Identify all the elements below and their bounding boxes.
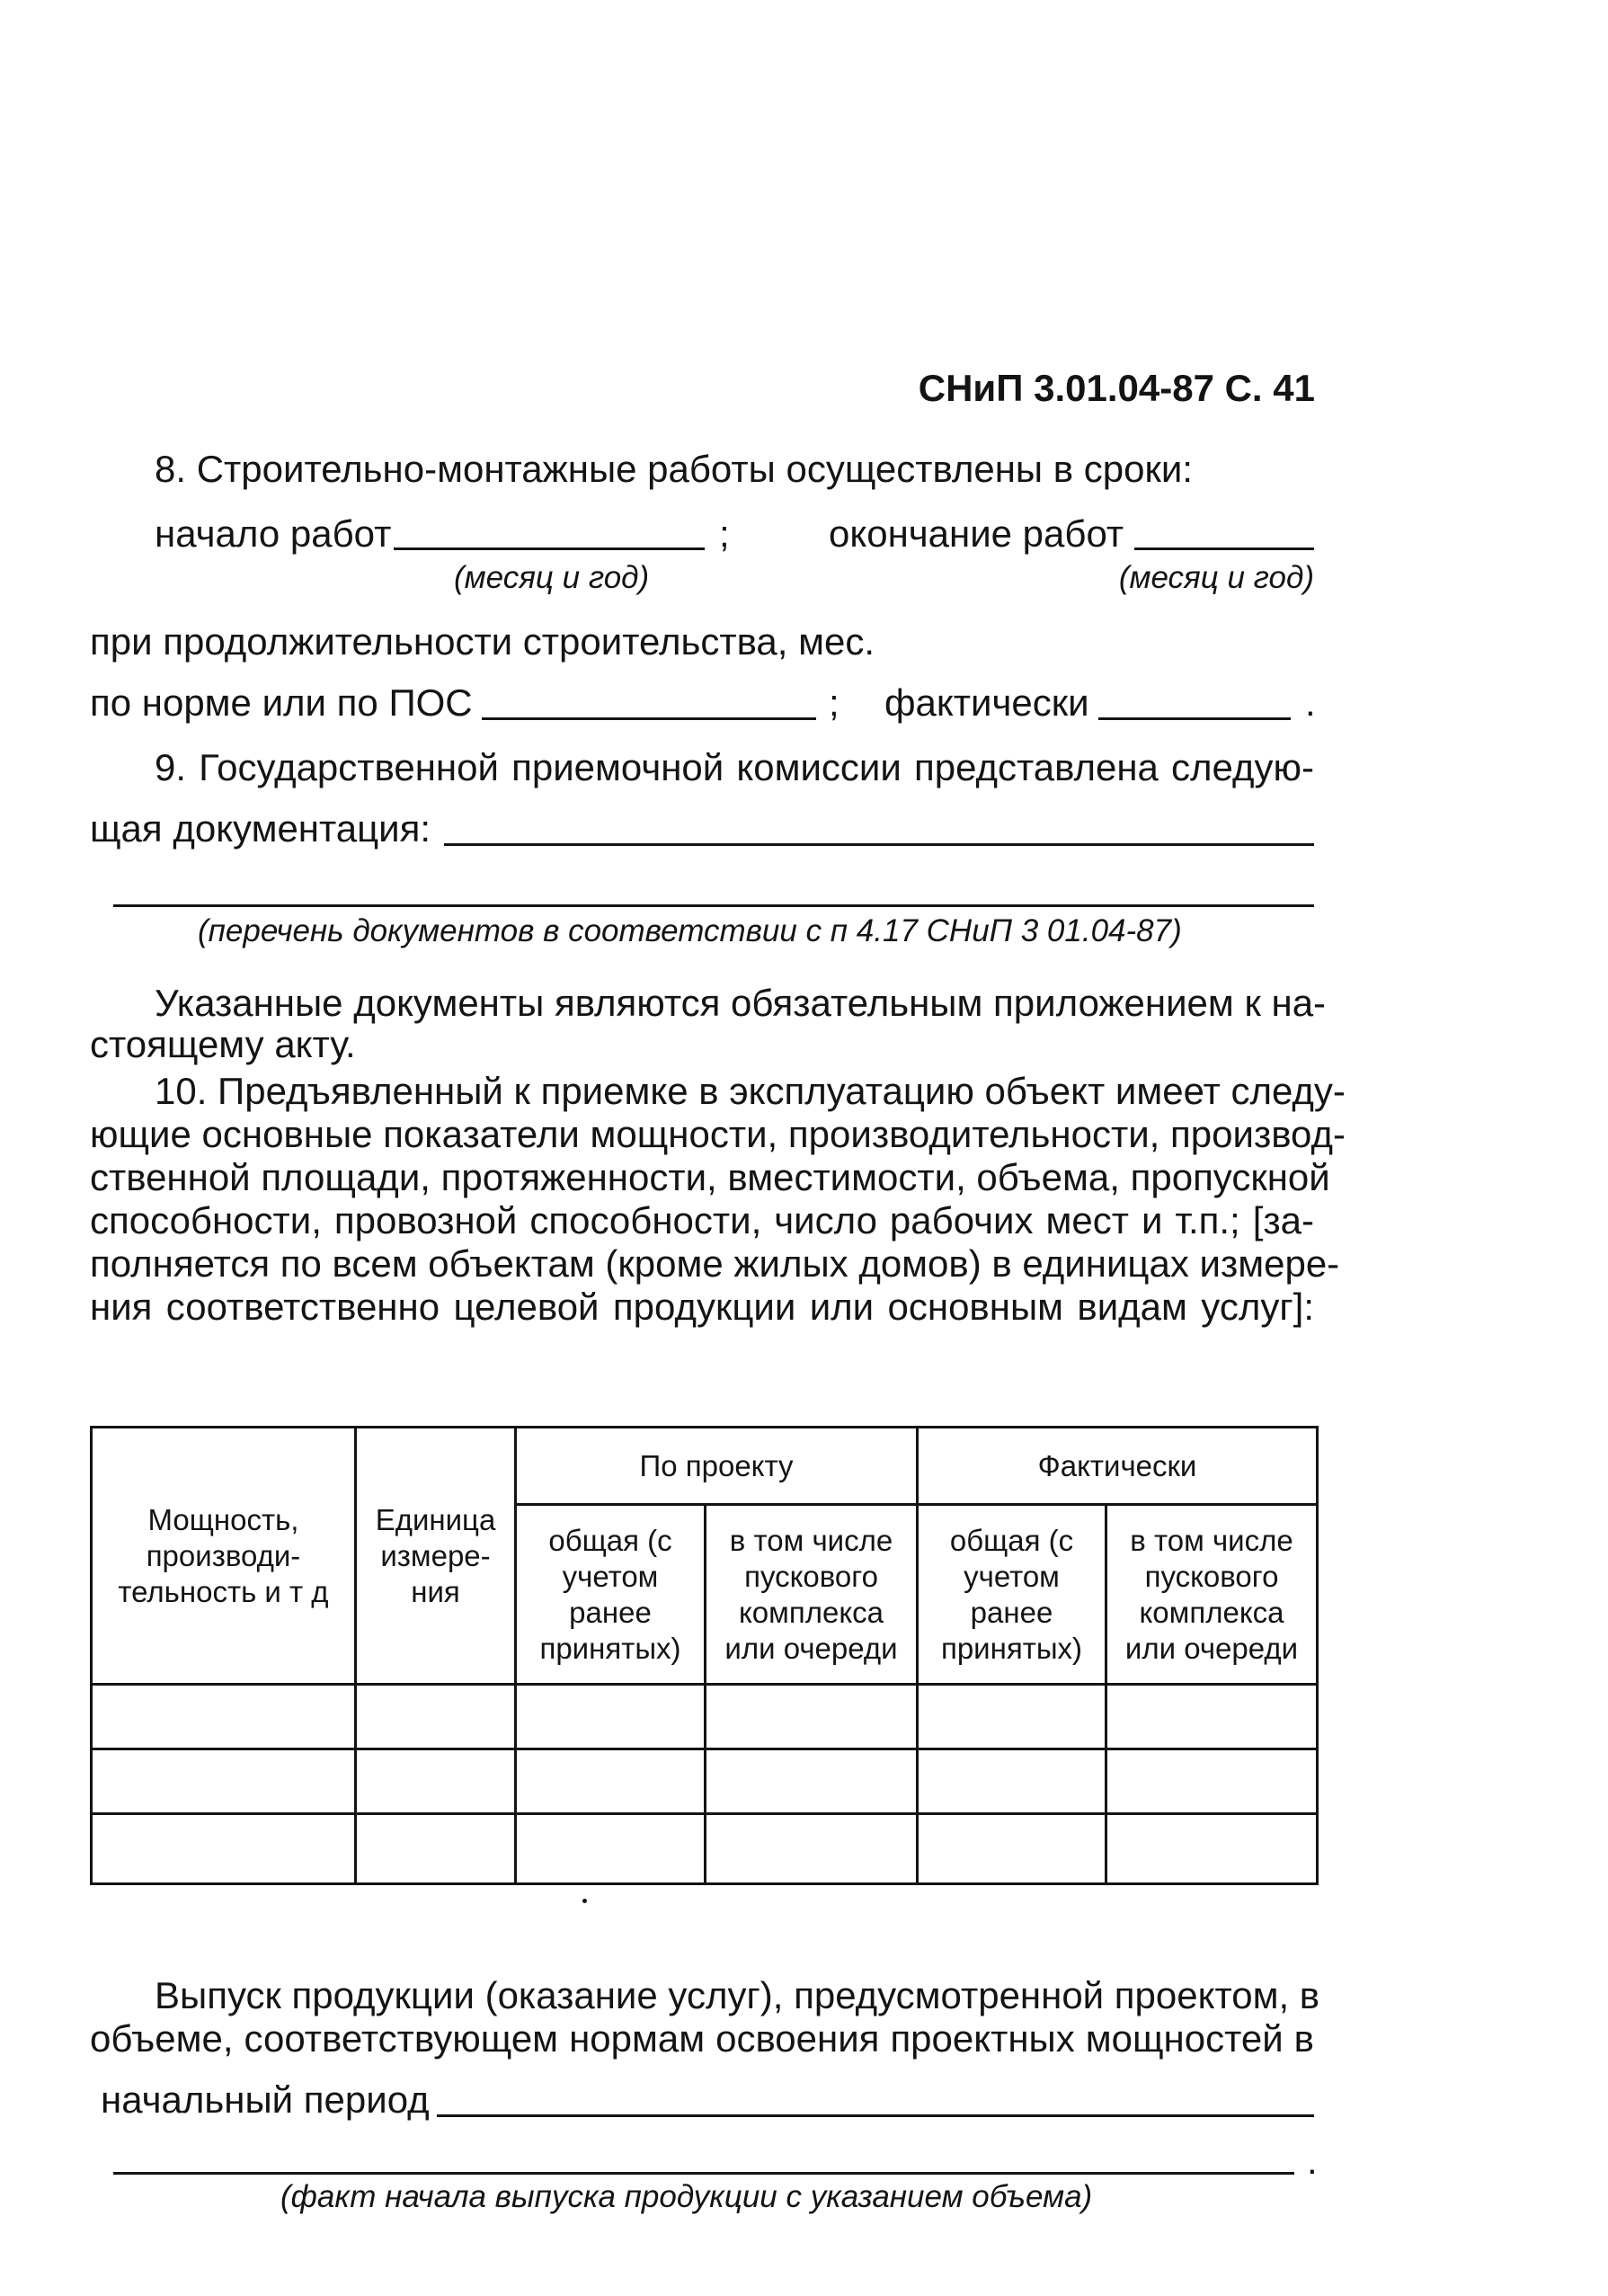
output-line1: Выпуск продукции (оказание услуг), предусмотренной проектом, в	[155, 1974, 1320, 2016]
table-cell[interactable]	[516, 1749, 706, 1814]
sub-startup-actual-header: в том числе пускового комплекса или очереди	[1106, 1505, 1318, 1685]
item9-caption: (перечень документов в соответствии с п 4.17 СНиП 3 01.04-87)	[198, 913, 1182, 948]
start-date-field[interactable]	[394, 547, 705, 550]
sub-total-actual-header: общая (с учетом ранее принятых)	[918, 1505, 1106, 1685]
item10-line6: ния соответственно целевой продукции или основным видам услуг]:	[90, 1286, 1314, 1328]
initial-period-field[interactable]	[437, 2114, 1314, 2117]
table-row	[92, 1814, 1318, 1884]
table-cell[interactable]	[92, 1749, 356, 1814]
output-fact-field[interactable]	[113, 2172, 1294, 2175]
col-capacity-header: Мощность, производи-тельность и т д	[92, 1428, 356, 1685]
table-cell[interactable]	[1106, 1685, 1318, 1749]
output-line2: объеме, соответствующем нормам освоения проектных мощностей в	[90, 2017, 1314, 2060]
table-cell[interactable]	[918, 1685, 1106, 1749]
scan-dot	[582, 1899, 587, 1903]
table-cell[interactable]	[516, 1685, 706, 1749]
note-line2: стоящему акту.	[90, 1023, 356, 1065]
item10-line1: 10. Предъявленный к приемке в эксплуатацию объект имеет следу-	[155, 1070, 1346, 1112]
sub-startup-header: в том числе пускового комплекса или очереди	[706, 1505, 918, 1685]
start-caption: (месяц и год)	[454, 560, 650, 595]
period: .	[1305, 681, 1316, 724]
note-line1: Указанные документы являются обязательным приложением к на-	[155, 982, 1327, 1024]
item10-line4: способности, провозной способности, число рабочих мест и т.п.; [за-	[90, 1199, 1314, 1241]
end-label: окончание работ	[829, 512, 1124, 555]
table-cell[interactable]	[516, 1814, 706, 1884]
output-caption: (факт начала выпуска продукции с указанием объема)	[280, 2179, 1093, 2214]
actual-label: фактически	[884, 681, 1089, 724]
table-cell[interactable]	[1106, 1749, 1318, 1814]
table-cell[interactable]	[1106, 1814, 1318, 1884]
table-cell[interactable]	[706, 1814, 918, 1884]
page-header: СНиП 3.01.04-87 С. 41	[918, 367, 1315, 409]
item10-line3: ственной площади, протяженности, вместимости, объема, пропускной	[90, 1156, 1330, 1198]
table-cell[interactable]	[356, 1749, 516, 1814]
item9-line1: 9. Государственной приемочной комиссии представлена следую-	[155, 746, 1314, 788]
actual-duration-field[interactable]	[1098, 717, 1291, 720]
item10-line5: полняется по всем объектам (кроме жилых домов) в единицах измере-	[90, 1242, 1340, 1285]
table-cell[interactable]	[92, 1814, 356, 1884]
capacity-table	[90, 1426, 1319, 1885]
norm-duration-field[interactable]	[482, 717, 816, 720]
output-line3-label: начальный период	[101, 2078, 430, 2121]
col-unit-header: Единица измере-ния	[356, 1428, 516, 1685]
table-cell[interactable]	[918, 1814, 1106, 1884]
start-label: начало работ	[155, 512, 392, 555]
table-cell[interactable]	[706, 1685, 918, 1749]
group-project-header: По проекту	[516, 1428, 918, 1505]
table-cell[interactable]	[92, 1685, 356, 1749]
item10-line2: ющие основные показатели мощности, производительности, производ-	[90, 1113, 1346, 1155]
norm-label: по норме или по ПОС	[90, 681, 473, 724]
item8-heading: 8. Строительно-монтажные работы осуществлены в сроки:	[155, 448, 1193, 490]
period: .	[1307, 2140, 1318, 2182]
table-cell[interactable]	[706, 1749, 918, 1814]
table-cell[interactable]	[918, 1749, 1106, 1814]
semicolon: ;	[719, 512, 730, 555]
table-row	[92, 1685, 1318, 1749]
table-cell[interactable]	[356, 1685, 516, 1749]
end-caption: (месяц и год)	[1118, 560, 1314, 595]
group-actual-header: Фактически	[918, 1428, 1318, 1505]
duration-heading: при продолжительности строительства, мес.	[90, 620, 875, 663]
item9-line2: щая документация:	[90, 807, 431, 850]
documentation-field-2[interactable]	[113, 904, 1314, 907]
sub-total-header: общая (с учетом ранее принятых)	[516, 1505, 706, 1685]
table-cell[interactable]	[356, 1814, 516, 1884]
documentation-field[interactable]	[444, 843, 1314, 846]
semicolon: ;	[829, 681, 840, 724]
end-date-field[interactable]	[1134, 547, 1314, 550]
table-row	[92, 1749, 1318, 1814]
